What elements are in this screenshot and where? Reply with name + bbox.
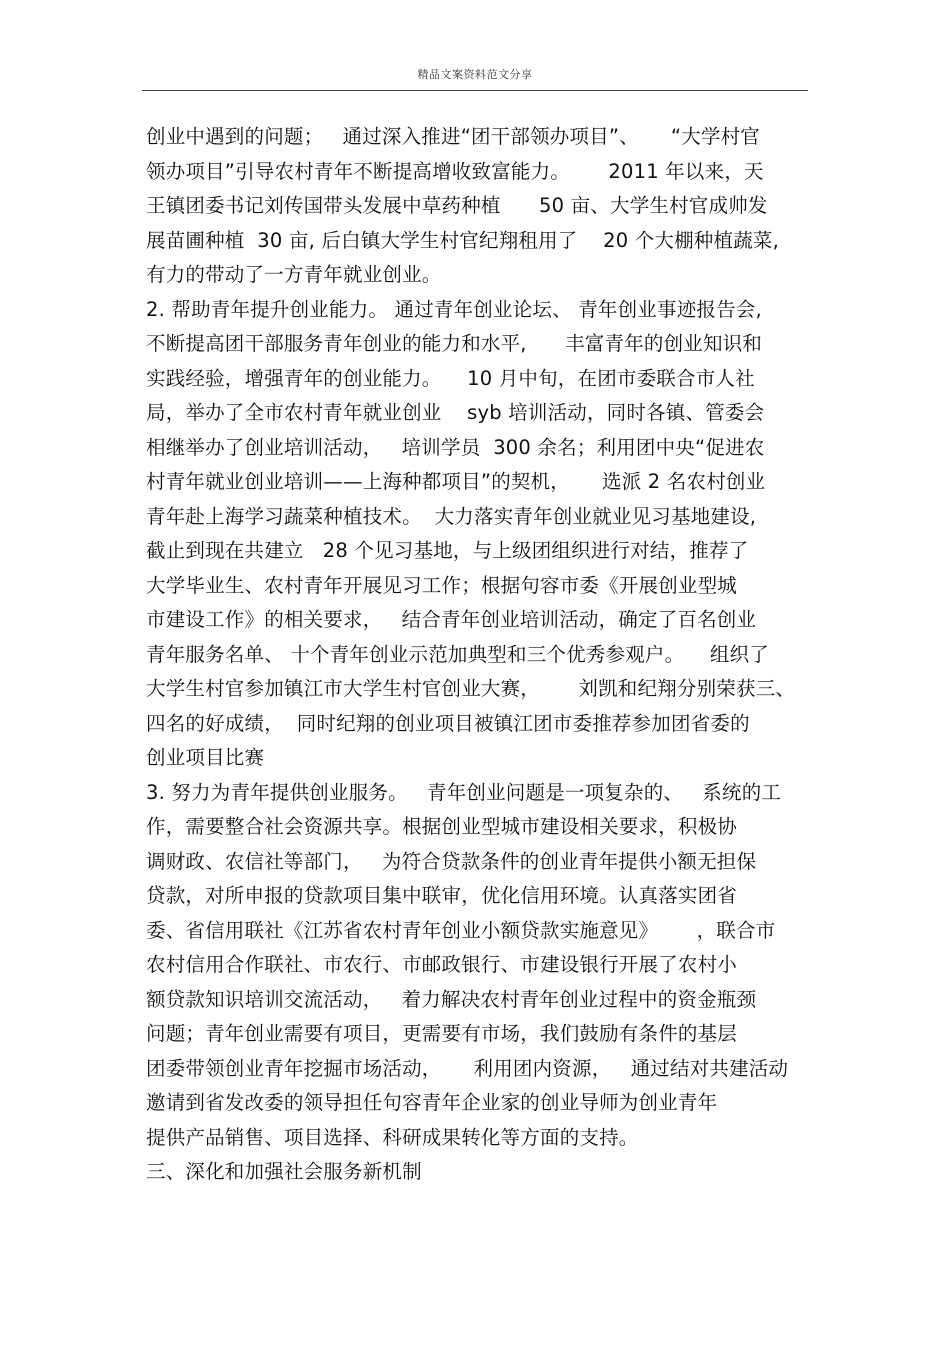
section-heading: 三、深化和加强社会服务新机制 [146, 1160, 422, 1183]
text-line: 有力的带动了一方青年就业创业。 [146, 263, 442, 286]
text-line: 四名的好成绩， 同时纪翔的创业项目被镇江团市委推荐参加团省委的 [146, 711, 750, 735]
text-line: 青年服务名单、 十个青年创业示范加典型和三个优秀参观户。 组织了 [146, 642, 769, 666]
text-line: 局，举办了全市农村青年就业创业 syb 培训活动，同时各镇、管委会 [146, 401, 765, 424]
text-line: 王镇团委书记刘传国带头发展中草药种植 50 亩、大学生村官成帅发 [146, 194, 768, 217]
text-line: 委、省信用联社《江苏省农村青年创业小额贷款实施意见》 ，联合市 [146, 918, 776, 942]
text-line: 创业中遇到的问题； 通过深入推进“团干部领办项目”、 “大学村官 [146, 125, 760, 148]
text-line: 问题；青年创业需要有项目，更需要有市场，我们鼓励有条件的基层 [146, 1022, 738, 1045]
text-line: 额贷款知识培训交流活动， 着力解决农村青年创业过程中的资金瓶颈 [146, 987, 757, 1011]
text-line: 大学毕业生、农村青年开展见习工作；根据句容市委《开展创业型城 [146, 573, 738, 597]
text-line: 创业项目比赛 [146, 746, 265, 769]
text-line: 邀请到省发改委的领导担任句容青年企业家的创业导师为创业青年 [146, 1091, 718, 1114]
page-header-title: 精品文案资料范文分享 [417, 68, 533, 81]
text-line: 不断提高团干部服务青年创业的能力和水平, 丰富青年的创业知识和 [146, 332, 763, 355]
document-body [146, 120, 826, 1190]
text-line: 大学生村官参加镇江市大学生村官创业大赛， 刘凯和纪翔分别荣获三、 [146, 677, 796, 700]
text-line: 领办项目”引导农村青年不断提高增收致富能力。 2011 年以来，天 [146, 159, 764, 183]
header-divider [142, 90, 808, 91]
text-line: 村青年就业创业培训——上海种都项目”的契机， 选派 2 名农村创业 [146, 470, 766, 493]
text-line: 相继举办了创业培训活动， 培训学员 300 余名；利用团中央“促进农 [146, 435, 765, 459]
text-line: 贷款，对所申报的贷款项目集中联审，优化信用环境。认真落实团省 [146, 884, 738, 907]
text-line: 3. 努力为青年提供创业服务。 青年创业问题是一项复杂的、 系统的工 [146, 780, 782, 804]
text-line: 截止到现在共建立 28 个见习基地，与上级团组织进行对结，推荐了 [146, 539, 749, 562]
text-line: 市建设工作》的相关要求， 结合青年创业培训活动，确定了百名创业 [146, 608, 757, 631]
text-line: 展苗圃种植 30 亩, 后白镇大学生村官纪翔租用了 20 个大棚种植蔬菜, [146, 228, 780, 252]
text-line: 提供产品销售、项目选择、科研成果转化等方面的支持。 [146, 1125, 639, 1149]
text-line: 实践经验，增强青年的创业能力。 10 月中旬，在团市委联合市人社 [146, 366, 755, 390]
text-line: 团委带领创业青年挖掘市场活动， 利用团内资源， 通过结对共建活动 [146, 1056, 789, 1080]
text-line: 青年赴上海学习蔬菜种植技术。 大力落实青年创业就业见习基地建设, [146, 504, 757, 528]
text-line: 作，需要整合社会资源共享。根据创业型城市建设相关要求，积极协 [146, 815, 738, 838]
text-line: 农村信用合作联社、市农行、市邮政银行、市建设银行开展了农村小 [146, 953, 738, 976]
text-line: 2. 帮助青年提升创业能力。 通过青年创业论坛、 青年创业事迹报告会, [146, 297, 762, 321]
text-line: 调财政、农信社等部门， 为符合贷款条件的创业青年提供小额无担保 [146, 849, 757, 873]
